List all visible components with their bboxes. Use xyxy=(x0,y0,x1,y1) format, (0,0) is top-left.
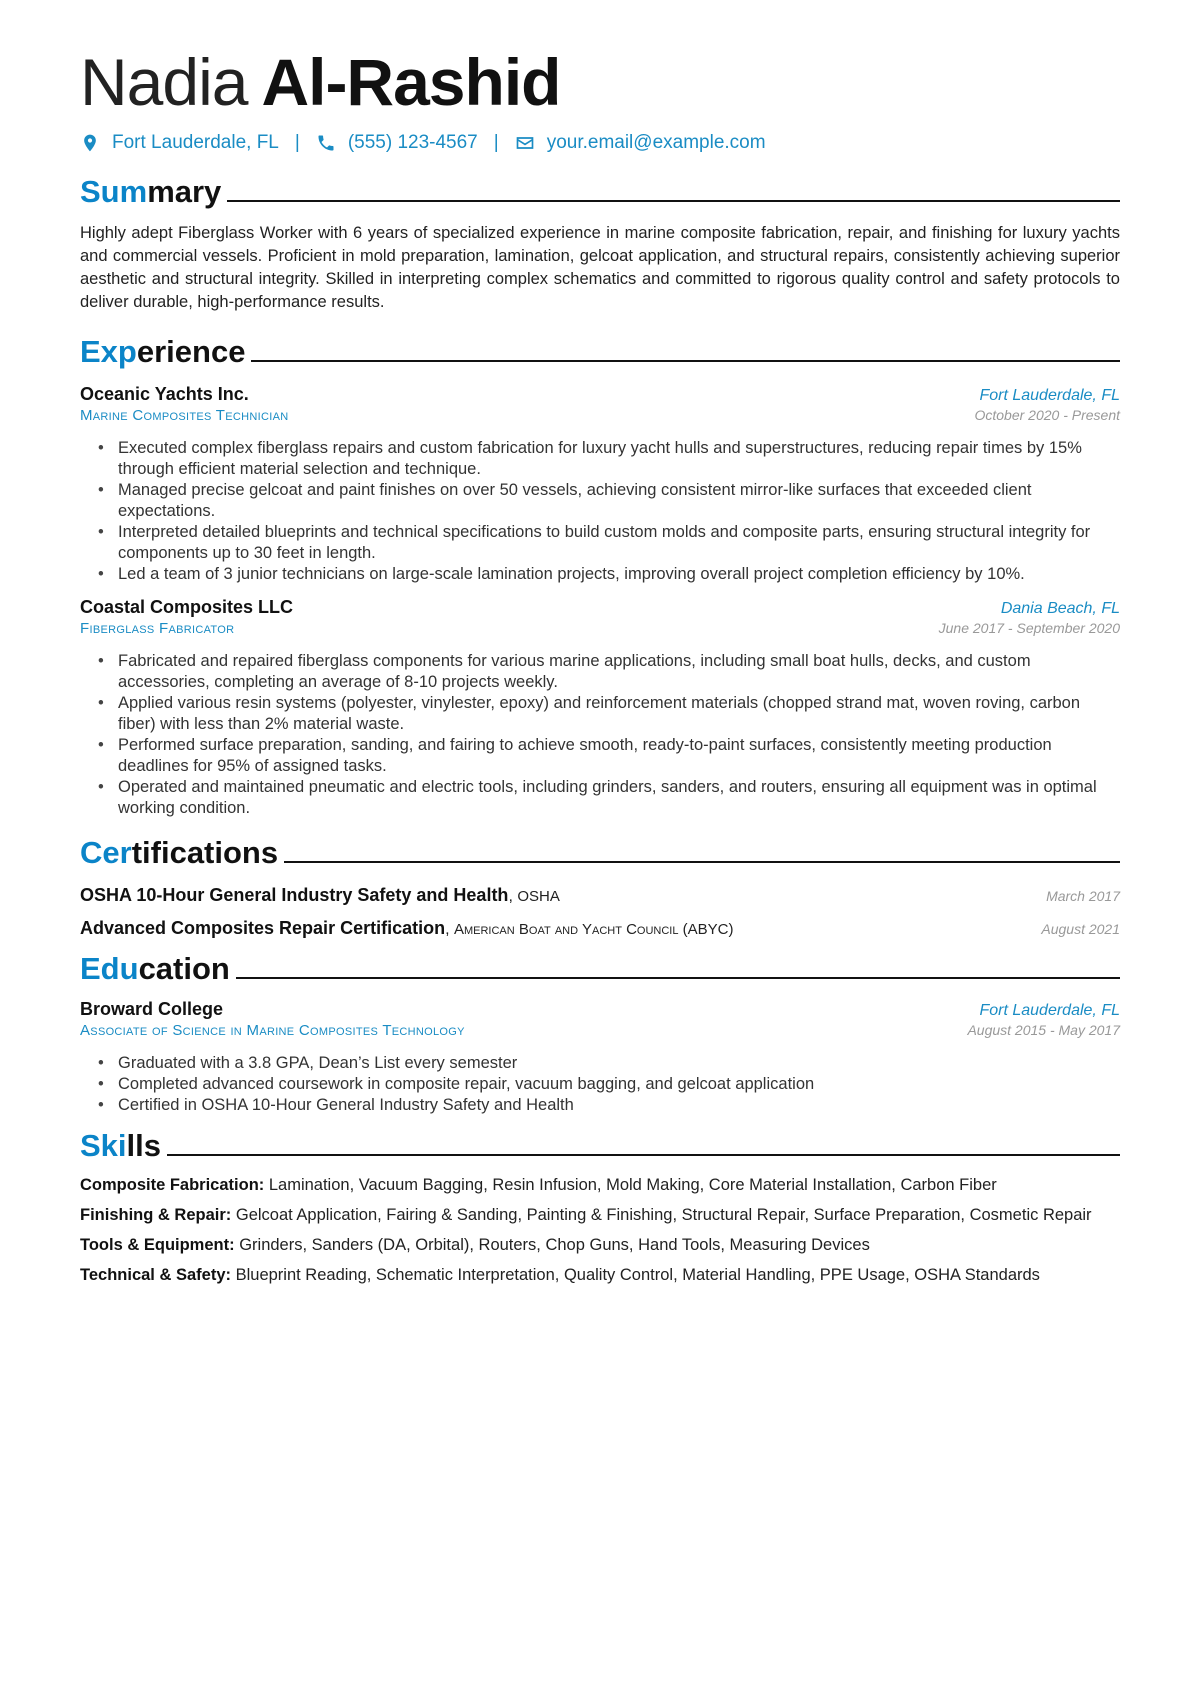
skill-category: Tools & Equipment: xyxy=(80,1236,235,1254)
contact-line xyxy=(80,128,1120,158)
certification-name: Advanced Composites Repair Certification xyxy=(80,918,446,938)
section-rule xyxy=(236,977,1120,979)
experience-heading: Exp erience xyxy=(80,328,1120,370)
school-location: Fort Lauderdale, FL xyxy=(979,1002,1120,1019)
skill-row xyxy=(80,1266,1120,1285)
certification-item: OSHA 10-Hour General Industry Safety and Health, OSHA March 2017 xyxy=(80,885,1120,905)
map-pin-icon xyxy=(80,133,100,153)
certification-issuer: OSHA xyxy=(517,888,560,905)
education-bullets xyxy=(96,1053,1120,1116)
job-location: Dania Beach, FL xyxy=(1000,600,1120,617)
certifications-heading: Cer tifications xyxy=(80,829,1120,871)
job-title: Marine Composites Technician xyxy=(80,407,289,424)
job-dates: October 2020 - Present xyxy=(974,407,1120,423)
section-rule xyxy=(227,200,1120,202)
school-name: Broward College xyxy=(80,999,224,1019)
job-company: Oceanic Yachts Inc. xyxy=(80,384,249,404)
education-dates: August 2015 - May 2017 xyxy=(967,1022,1120,1038)
skill-list: Grinders, Sanders (DA, Orbital), Routers, Chop Guns, Hand Tools, Measuring Devices xyxy=(239,1236,870,1254)
list-item: • Led a team of 3 junior technicians on large-scale lamination projects, improving overall project completion efficiency by 10%. xyxy=(96,564,1120,585)
email-link[interactable]: your.email@example.com xyxy=(546,132,766,153)
envelope-icon xyxy=(515,133,535,153)
certification-date: March 2017 xyxy=(1046,888,1120,904)
skills-heading: Ski lls xyxy=(80,1122,1120,1164)
list-item: • Interpreted detailed blueprints and technical specifications to build custom molds and composite parts, ensuring structural integrity for components up to 30 feet in length. xyxy=(96,522,1120,564)
list-item: • Operated and maintained pneumatic and electric tools, including grinders, sanders, and routers, ensuring all equipment was in optimal working condition. xyxy=(96,777,1120,819)
skill-row xyxy=(80,1176,1120,1195)
section-rule xyxy=(284,861,1120,863)
location-text: Fort Lauderdale, FL xyxy=(112,132,279,153)
contact-separator: | xyxy=(294,132,300,153)
resume-page xyxy=(80,0,1120,1285)
certification-date: August 2021 xyxy=(1041,921,1120,937)
education-entry xyxy=(80,999,1120,1116)
skill-list: Blueprint Reading, Schematic Interpretation, Quality Control, Material Handling, PPE Usage, OSHA Standards xyxy=(235,1266,1040,1284)
candidate-name xyxy=(80,42,1120,122)
list-item: • Executed complex fiberglass repairs and custom fabrication for luxury yacht hulls and superstructures, reducing repair times by 15% through efficient material selection and technique. xyxy=(96,438,1120,480)
list-item: • Managed precise gelcoat and paint finishes on over 50 vessels, achieving consistent mirror-like surfaces that exceeded client expectations. xyxy=(96,480,1120,522)
contact-separator: | xyxy=(493,132,499,153)
skill-category: Technical & Safety: xyxy=(80,1266,231,1284)
job-entry xyxy=(80,384,1120,585)
contact-location xyxy=(80,132,279,154)
education-heading: Edu cation xyxy=(80,945,1120,987)
skill-category: Composite Fabrication: xyxy=(80,1176,265,1194)
certification-item: Advanced Composites Repair Certification, American Boat and Yacht Council (ABYC) August 2021 xyxy=(80,918,1120,938)
job-entry xyxy=(80,597,1120,819)
certification-issuer: American Boat and Yacht Council (ABYC) xyxy=(453,921,734,938)
phone-icon xyxy=(316,133,336,153)
job-bullets xyxy=(96,438,1120,585)
contact-email[interactable] xyxy=(515,132,766,154)
skill-category: Finishing & Repair: xyxy=(80,1206,232,1224)
degree-title: Associate of Science in Marine Composites Technology xyxy=(80,1022,465,1039)
job-dates: June 2017 - September 2020 xyxy=(938,620,1120,636)
list-item: • Applied various resin systems (polyester, vinylester, epoxy) and reinforcement materials (chopped strand mat, woven roving, carbon fiber) with less than 2% material waste. xyxy=(96,693,1120,735)
last-name: Al-Rashid xyxy=(261,45,561,119)
job-location: Fort Lauderdale, FL xyxy=(979,387,1120,404)
contact-phone[interactable] xyxy=(316,132,478,154)
list-item: • Performed surface preparation, sanding, and fairing to achieve smooth, ready-to-paint surfaces, consistently meeting production deadlines for 95% of assigned tasks. xyxy=(96,735,1120,777)
list-item: • Graduated with a 3.8 GPA, Dean’s List every semester xyxy=(96,1053,1120,1074)
section-rule xyxy=(251,360,1120,362)
skill-row xyxy=(80,1206,1120,1225)
skill-row xyxy=(80,1236,1120,1255)
section-rule xyxy=(167,1154,1120,1156)
summary-heading: Sum mary xyxy=(80,168,1120,210)
skill-list: Lamination, Vacuum Bagging, Resin Infusion, Mold Making, Core Material Installation, Carbon Fiber xyxy=(268,1176,997,1194)
job-company: Coastal Composites LLC xyxy=(80,597,294,617)
skill-list: Gelcoat Application, Fairing & Sanding, Painting & Finishing, Structural Repair, Surface Preparation, Cosmetic Repair xyxy=(235,1206,1092,1224)
summary-text: Highly adept Fiberglass Worker with 6 years of specialized experience in marine composite fabrication, repair, and finishing for luxury yachts and commercial vessels. Proficient in mold preparation, lamination, gelcoat application, and structural repairs, consistently achieving superior aesthetic and structural integrity. Skilled in interpreting complex schematics and committed to rigorous quality control and safety protocols to deliver durable, high-performance results. xyxy=(80,224,1120,311)
job-title: Fiberglass Fabricator xyxy=(80,620,235,637)
phone-text: (555) 123-4567 xyxy=(347,132,478,153)
list-item: • Completed advanced coursework in composite repair, vacuum bagging, and gelcoat application xyxy=(96,1074,1120,1095)
first-name: Nadia xyxy=(80,45,248,119)
list-item: • Certified in OSHA 10-Hour General Industry Safety and Health xyxy=(96,1095,1120,1116)
certification-name: OSHA 10-Hour General Industry Safety and Health xyxy=(80,885,509,905)
job-bullets xyxy=(96,651,1120,819)
list-item: • Fabricated and repaired fiberglass components for various marine applications, including small boat hulls, decks, and custom accessories, completing an average of 8-10 projects weekly. xyxy=(96,651,1120,693)
